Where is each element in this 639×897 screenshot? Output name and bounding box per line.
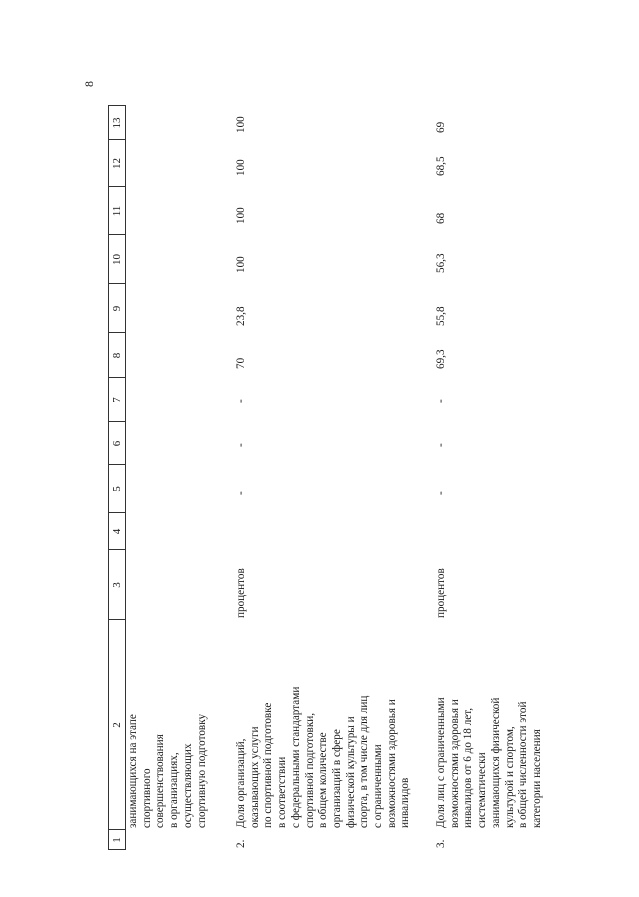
value-cell: -	[435, 491, 447, 495]
text-line: Доля лиц с ограниченными	[435, 697, 447, 828]
text-line: инвалидов от 6 до 18 лет,	[462, 707, 475, 828]
text-line: возможностями здоровья и	[448, 699, 461, 828]
value-cell: 23,8	[235, 306, 247, 326]
column-header: 1	[111, 837, 123, 843]
text-line: спортивного	[140, 768, 153, 828]
text-line: в общем количестве	[317, 732, 330, 828]
text-line: занимающихся на этапе	[127, 714, 139, 828]
value-cell: 69	[435, 121, 447, 133]
value-cell: 69,3	[435, 349, 447, 369]
unit-cell: процентов	[435, 568, 447, 618]
column-header: 5	[111, 486, 123, 492]
value-cell: -	[235, 443, 247, 447]
column-header: 7	[111, 397, 123, 403]
row-description	[435, 623, 545, 828]
column-header: 6	[111, 440, 123, 447]
text-line: в организациях,	[168, 752, 181, 828]
column-header: 11	[111, 205, 123, 217]
text-line: с федеральными стандартами	[289, 686, 302, 828]
text-line: спортивную подготовку	[195, 713, 208, 828]
continuation-description	[127, 623, 209, 828]
text-line: в соответствии	[276, 756, 289, 828]
column-header: 13	[111, 117, 123, 129]
text-line: физической культуры и	[344, 716, 357, 828]
value-cell: 100	[235, 207, 247, 224]
column-header: 3	[111, 582, 123, 588]
text-line: инвалидов	[399, 777, 412, 828]
text-line: осуществляющих	[181, 743, 194, 828]
row-number: 2.	[235, 839, 247, 848]
text-line: категории населения	[530, 729, 543, 828]
text-line: организаций в сфере	[330, 729, 343, 828]
text-line: в общей численности этой	[517, 701, 530, 828]
row-description	[235, 623, 413, 828]
page-number: 8	[82, 81, 96, 87]
rotated-table	[108, 105, 543, 850]
column-header: 12	[111, 158, 123, 169]
value-cell: -	[435, 399, 447, 403]
value-cell: -	[435, 443, 447, 447]
text-line: по спортивной подготовке	[262, 702, 275, 828]
value-cell: -	[235, 491, 247, 495]
text-line: с ограниченными	[372, 744, 385, 828]
text-line: систематически	[476, 752, 489, 828]
text-line: занимающихся физической	[489, 697, 502, 828]
header-bottom-rule	[125, 105, 126, 850]
value-cell: 70	[235, 357, 247, 369]
unit-cell: процентов	[235, 568, 247, 618]
value-cell: 100	[235, 256, 247, 273]
value-cell: 56,3	[435, 253, 447, 273]
row-number: 3.	[435, 839, 447, 848]
text-line: оказывающих услуги	[248, 726, 261, 828]
value-cell: 100	[235, 116, 247, 133]
value-cell: 68,5	[435, 156, 447, 176]
value-cell: -	[235, 399, 247, 403]
text-line: культурой и спортом,	[503, 726, 516, 828]
column-header: 10	[111, 254, 123, 265]
column-header: 2	[111, 722, 123, 728]
text-line: спорта, в том числе для лиц	[358, 695, 371, 828]
text-line: спортивной подготовки,	[303, 712, 316, 828]
text-line: Доля организаций,	[235, 738, 247, 828]
text-line: совершенствования	[154, 734, 167, 828]
column-header: 4	[111, 528, 123, 535]
text-line: возможностями здоровья и	[385, 699, 398, 828]
column-header: 9	[111, 305, 123, 312]
value-cell: 55,8	[435, 306, 447, 326]
value-cell: 68	[435, 212, 447, 224]
value-cell: 100	[235, 159, 247, 176]
column-header: 8	[111, 352, 123, 359]
